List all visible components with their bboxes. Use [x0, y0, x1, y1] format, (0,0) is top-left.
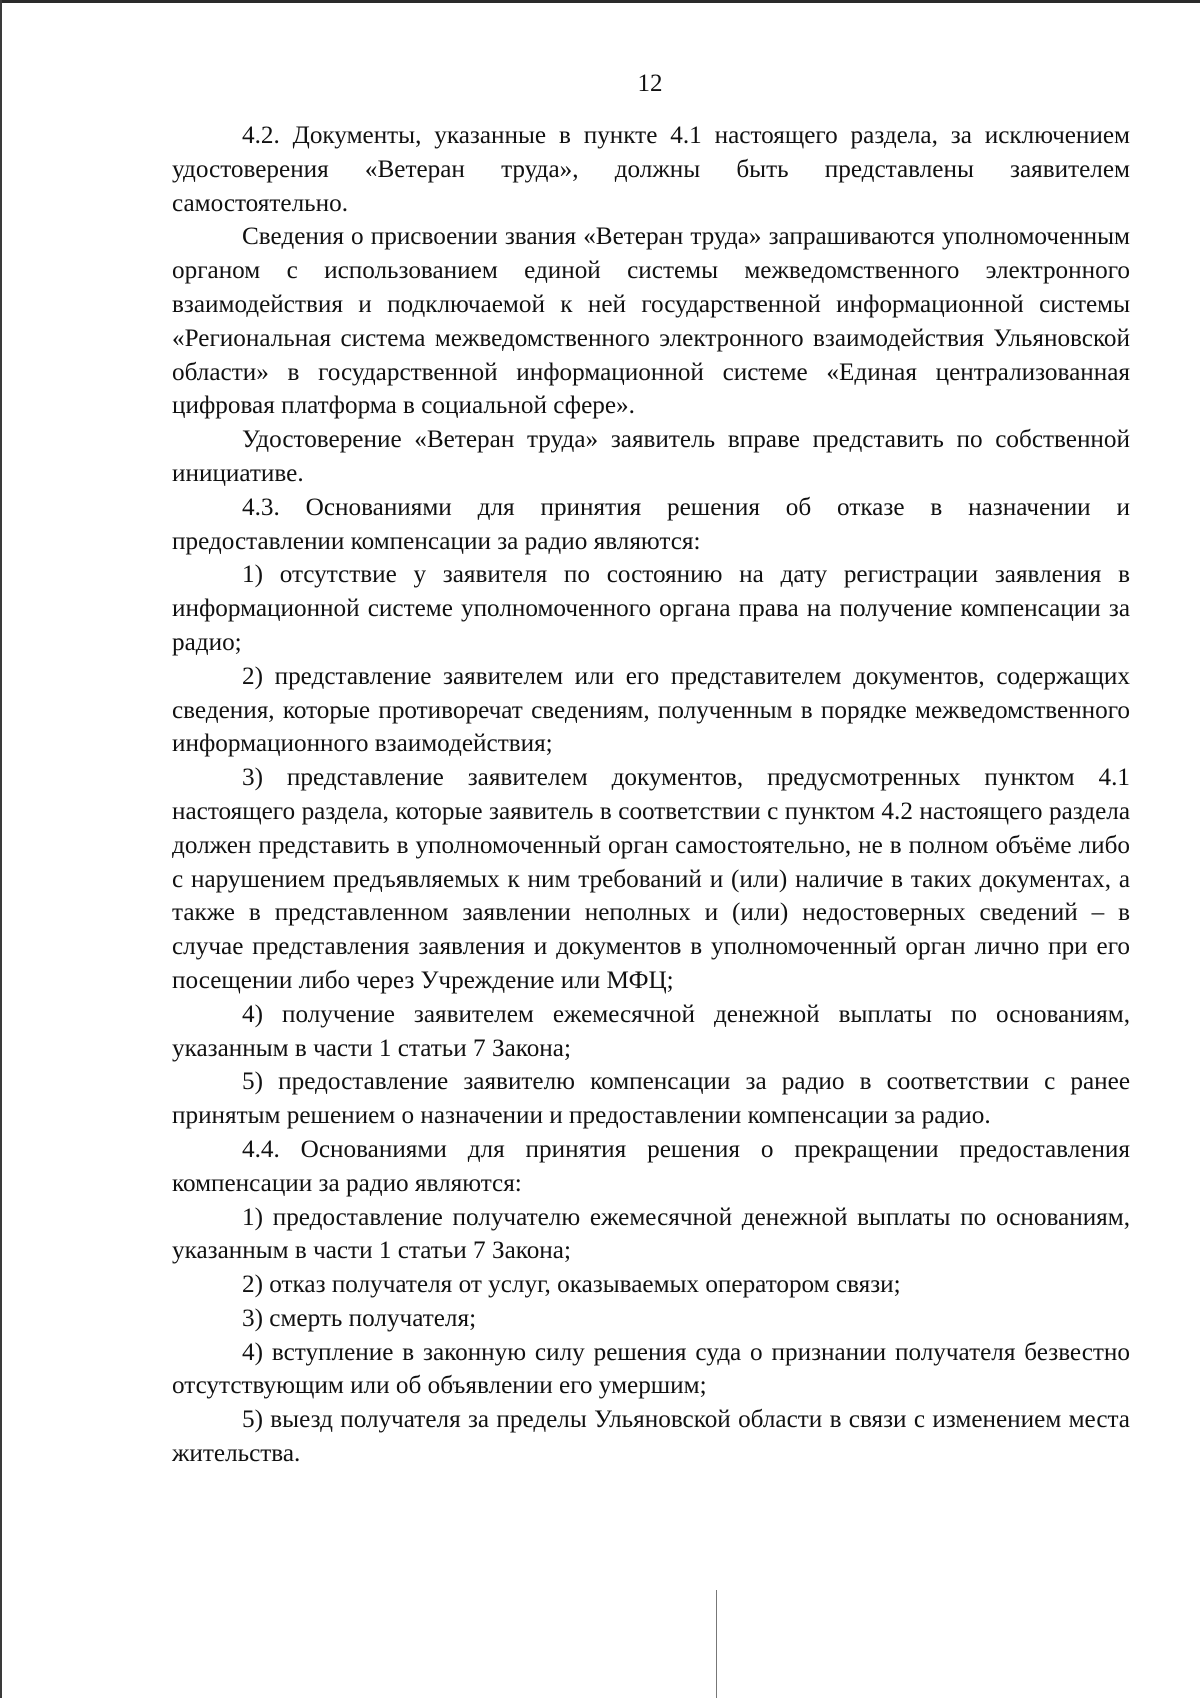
list-item: 2) представление заявителем или его представителем документов, содержащих сведения, которые противоречат сведениям, полученным в порядке межведомственного информационного взаимодействия; [172, 662, 1130, 758]
paragraph: 4.3. Основаниями для принятия решения об отказе в назначении и предоставлении компенсации за радио являются: [172, 493, 1130, 555]
list-item: 1) отсутствие у заявителя по состоянию на дату регистрации заявления в информационной системе уполномоченного органа права на получение компенсации за радио; [172, 561, 1130, 656]
list-item: 4) вступление в законную силу решения суда о признании получателя безвестно отсутствующим или об объявлении его умершим; [172, 1338, 1130, 1400]
list-item: 3) смерть получателя; [242, 1304, 477, 1332]
list-item: 1) предоставление получателю ежемесячной денежной выплаты по основаниям, указанным в части 1 статьи 7 Закона; [172, 1203, 1130, 1265]
scan-top-border [0, 0, 1200, 3]
document-body [172, 119, 1130, 1471]
list-item: 3) представление заявителем документов, предусмотренных пунктом 4.1 настоящего раздела, которые заявитель в соответствии с пунктом 4.2 настоящего раздела должен представить в уполномоченный орган самостоятельно, не в полном объёме либо с нарушением предъявляемых к ним требований и (или) наличие в таких документах, а также в представленном заявлении неполных и (или) недостоверных сведений – в случае представления заявления и документов в уполномоченный орган лично при его посещении либо через Учреждение или МФЦ; [172, 764, 1130, 994]
list-item: 5) предоставление заявителю компенсации за радио в соответствии с ранее принятым решением о назначении и предоставлении компенсации за радио. [172, 1068, 1130, 1130]
paragraph: Сведения о присвоении звания «Ветеран труда» запрашиваются уполномоченным органом с использованием единой системы межведомственного электронного взаимодействия и подключаемой к ней государственной информационной системы «Региональная система межведомственного электронного взаимодействия Ульяновской области» в государственной информационной системе «Единая централизованная цифровая платформа в социальной сфере». [172, 223, 1130, 420]
paragraph: 4.4. Основаниями для принятия решения о прекращении предоставления компенсации за радио являются: [172, 1135, 1130, 1197]
list-item: 4) получение заявителем ежемесячной денежной выплаты по основаниям, указанным в части 1 статьи 7 Закона; [172, 1000, 1130, 1062]
scan-left-border [0, 0, 2, 1698]
list-item: 5) выезд получателя за пределы Ульяновской области в связи с изменением места жительства. [172, 1406, 1130, 1468]
paragraph: 4.2. Документы, указанные в пункте 4.1 настоящего раздела, за исключением удостоверения «Ветеран труда», должны быть представлены заявителем самостоятельно. [172, 122, 1130, 217]
paragraph: Удостоверение «Ветеран труда» заявитель вправе представить по собственной инициативе. [172, 426, 1130, 487]
list-item: 2) отказ получателя от услуг, оказываемых оператором связи; [242, 1271, 901, 1299]
page-number: 12 [637, 70, 663, 97]
scan-artifact-line [716, 1590, 717, 1698]
